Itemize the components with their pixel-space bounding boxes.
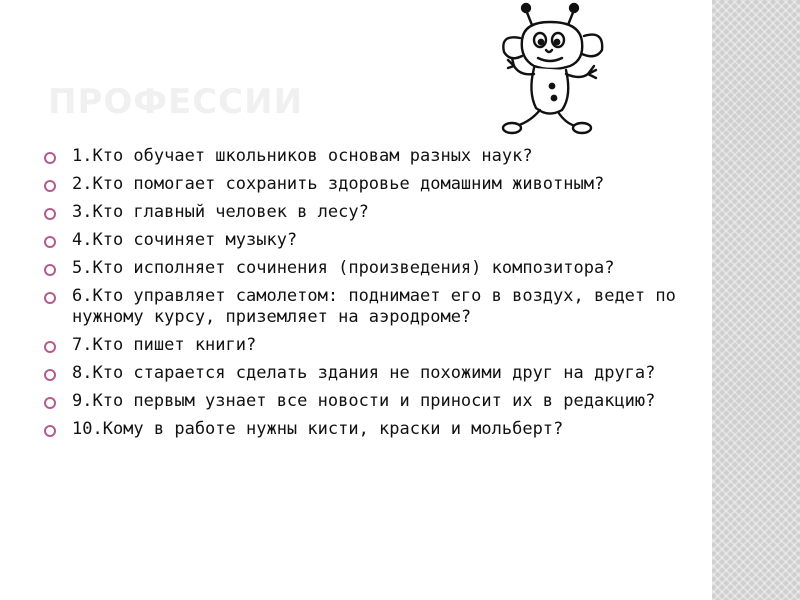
list-item: 7.Кто пишет книги? — [40, 335, 680, 356]
bullet-ring-icon — [44, 369, 56, 381]
bullet-ring-icon — [44, 152, 56, 164]
list-item: 8.Кто старается сделать здания не похожими друг на друга? — [40, 363, 680, 384]
list-item: 1.Кто обучает школьников основам разных наук? — [40, 146, 680, 167]
list-item: 2.Кто помогает сохранить здоровье домашним животным? — [40, 174, 680, 195]
list-item: 10.Кому в работе нужны кисти, краски и мольберт? — [40, 419, 680, 440]
slide-title: ПРОФЕССИИ — [48, 82, 304, 122]
bullet-ring-icon — [44, 425, 56, 437]
questions-list — [40, 146, 680, 447]
bullet-ring-icon — [44, 292, 56, 304]
list-item: 5.Кто исполняет сочинения (произведения) композитора? — [40, 258, 680, 279]
list-item: 9.Кто первым узнает все новости и приносит их в редакцию? — [40, 391, 680, 412]
bullet-ring-icon — [44, 341, 56, 353]
list-item: 6.Кто управляет самолетом: поднимает его в воздух, ведет по нужному курсу, приземляет на аэродроме? — [40, 286, 680, 328]
bullet-ring-icon — [44, 236, 56, 248]
decorative-side-band — [712, 0, 800, 600]
list-item: 4.Кто сочиняет музыку? — [40, 230, 680, 251]
bullet-ring-icon — [44, 264, 56, 276]
bullet-ring-icon — [44, 208, 56, 220]
bullet-ring-icon — [44, 397, 56, 409]
bullet-ring-icon — [44, 180, 56, 192]
list-item: 3.Кто главный человек в лесу? — [40, 202, 680, 223]
cartoon-alien-icon — [496, 0, 608, 142]
